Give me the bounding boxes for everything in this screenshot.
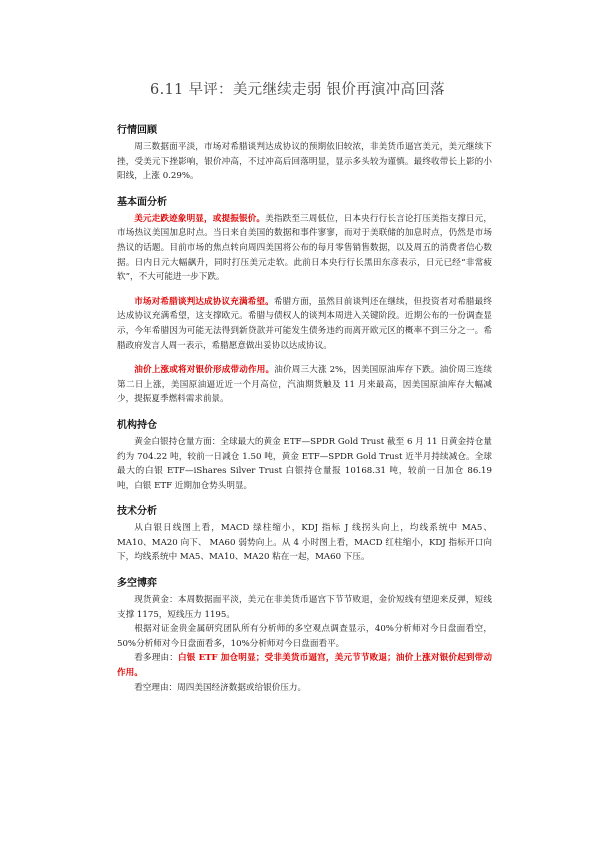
page-title: 6.11 早评：美元继续走弱 银价再演冲高回落 — [150, 82, 445, 98]
game-paragraph-2: 根据对证金贵金属研究团队所有分析师的多空观点调查显示，40%分析师对今日盘面看空，50%分析师对今日盘面看多，10%分析师对今日盘面看平。 — [117, 624, 492, 649]
fundamental-text-1: 美指跌至三周低位，日本央行行长言论打压美指支撑日元，市场热议美国加息时点。当日来自美国的数据和事件寥寥，而对于美联储的加息时点，仍然是市场热议的话题。目前市场的焦点转向周四美国将公布的每月零售销售数据，以及周五的消费者信心数据。日内日元大幅飙升，同时打压美元走软。此前日本央行行长黑田东彦表示，日元已经“非常疲软”，不大可能进一步下跌。 — [117, 213, 492, 283]
section-heading-fundamental: 基本面分析 — [117, 196, 167, 208]
section-heading-technical: 技术分析 — [117, 506, 157, 518]
game-paragraph-1: 现货黄金：本周数据面平淡，美元在非美货币逼宫下节节败退，金价短线有望迎来反弹，短线支撑 1175，短线压力 1195。 — [117, 595, 492, 620]
fundamental-text-3: 油价周三大涨 2%，因美国原油库存下跌。油价周三连续第二日上涨，美国原油逼近近一个月高位，汽油期货触及 11 月来最高，因美国原油库存大幅减少，提振夏季燃料需求前景。 — [117, 365, 492, 405]
fundamental-paragraph-2 — [117, 295, 492, 353]
technical-paragraph: 从白银日线图上看，MACD 绿柱缩小，KDJ 指标 J 线拐头向上，均线系统中 MA5、MA10、MA20 向下、 MA60 弱势向上。从 4 小时图上看，MACD 红柱缩小，KDJ 指标开口向下，均线系统中 MA5、MA10、MA20 粘在一起，MA60 下压。 — [117, 523, 492, 563]
section-heading-institutions: 机构持仓 — [117, 419, 157, 431]
fundamental-highlight-2: 市场对希腊谈判达成协议充满希望。 — [134, 296, 274, 307]
article-body — [117, 124, 492, 695]
fundamental-paragraph-3 — [117, 363, 492, 407]
review-paragraph: 周三数据面平淡，市场对希腊谈判达成协议的预期依旧较浓，非美货币逼宫美元，美元继续下挫，受美元下挫影响，银价冲高，不过冲高后回落明显，显示多头较为谨慎。最终收带长上影的小阳线，上涨 0.29%。 — [117, 142, 492, 182]
section-heading-review: 行情回顾 — [117, 125, 157, 136]
game-paragraph-4: 看空理由：周四美国经济数据或给银价压力。 — [134, 682, 307, 693]
game-paragraph-3 — [117, 651, 492, 680]
bull-reasons: 白银 ETF 加仓明显；受非美货币逼宫，美元节节败退；油价上涨对银价起到带动作用。 — [117, 653, 492, 679]
bull-label: 看多理由： — [134, 653, 178, 664]
fundamental-text-2: 希腊方面，虽然目前谈判还在继续，但投资者对希腊最终达成协议充满希望，这支撑欧元。希腊与债权人的谈判本周进入关键阶段。近期公布的一份调查显示，今年希腊因为可能无法得到新贷款并可能发生债务违约而离开欧元区的概率不到三分之一。希腊政府发言人周一表示，希腊愿意做出妥协以达成协议。 — [117, 296, 492, 351]
fundamental-paragraph-1 — [117, 212, 492, 285]
institutions-paragraph: 黄金白银持仓量方面：全球最大的黄金 ETF—SPDR Gold Trust 截至 6 月 11 日黄金持仓量约为 704.22 吨，较前一日减仓 1.50 吨，黄金 ETF—SPDR Gold Trust 近半月持续减仓。全球最大的白银 ETF—iShares Silver Trust 白银持仓量报 10168.31 吨，较前一日加仓 86.19 吨，白银 ETF 近期加仓势头明显。 — [117, 436, 492, 491]
fundamental-highlight-1: 美元走跌迹象明显，或提振银价。 — [134, 213, 266, 224]
fundamental-highlight-3: 油价上涨或将对银价形成带动作用。 — [134, 365, 275, 376]
section-heading-game: 多空博弈 — [117, 578, 157, 590]
